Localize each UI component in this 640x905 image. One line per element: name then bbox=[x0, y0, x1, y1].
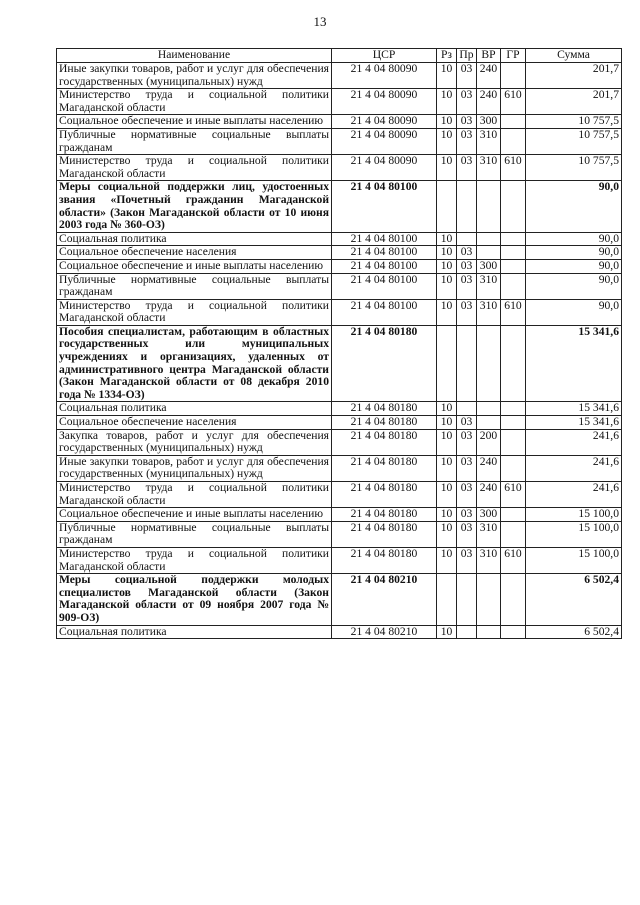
row-name: Иные закупки товаров, работ и услуг для обеспечения государственных (муниципальных) нужд bbox=[57, 455, 332, 481]
row-rz: 10 bbox=[437, 521, 457, 547]
row-sum: 241,6 bbox=[526, 482, 622, 508]
table-row bbox=[57, 429, 622, 455]
row-sum: 6 502,4 bbox=[526, 625, 622, 639]
row-name: Министерство труда и социальной политики Магаданской области bbox=[57, 482, 332, 508]
row-pr: 03 bbox=[457, 547, 477, 573]
row-gr: 610 bbox=[501, 299, 526, 325]
row-vr bbox=[477, 232, 501, 246]
row-pr bbox=[457, 232, 477, 246]
row-gr bbox=[501, 402, 526, 416]
row-csr: 21 4 04 80180 bbox=[332, 325, 437, 402]
row-vr bbox=[477, 416, 501, 430]
row-gr bbox=[501, 232, 526, 246]
row-sum: 10 757,5 bbox=[526, 155, 622, 181]
row-rz: 10 bbox=[437, 259, 457, 273]
header-vr: ВР bbox=[477, 49, 501, 63]
row-vr: 200 bbox=[477, 429, 501, 455]
row-name: Социальное обеспечение и иные выплаты населению bbox=[57, 508, 332, 522]
table-row bbox=[57, 455, 622, 481]
row-gr bbox=[501, 521, 526, 547]
row-rz bbox=[437, 574, 457, 625]
row-gr bbox=[501, 455, 526, 481]
table-row bbox=[57, 547, 622, 573]
row-gr bbox=[501, 115, 526, 129]
row-gr bbox=[501, 181, 526, 232]
row-csr: 21 4 04 80180 bbox=[332, 416, 437, 430]
row-pr: 03 bbox=[457, 89, 477, 115]
row-sum: 241,6 bbox=[526, 429, 622, 455]
row-vr: 240 bbox=[477, 63, 501, 89]
row-name: Социальная политика bbox=[57, 625, 332, 639]
row-csr: 21 4 04 80090 bbox=[332, 89, 437, 115]
row-rz: 10 bbox=[437, 89, 457, 115]
row-name: Социальное обеспечение и иные выплаты населению bbox=[57, 115, 332, 129]
header-name: Наименование bbox=[57, 49, 332, 63]
row-pr bbox=[457, 325, 477, 402]
row-csr: 21 4 04 80100 bbox=[332, 232, 437, 246]
row-pr bbox=[457, 574, 477, 625]
header-csr: ЦСР bbox=[332, 49, 437, 63]
row-csr: 21 4 04 80180 bbox=[332, 482, 437, 508]
table-row bbox=[57, 482, 622, 508]
row-vr: 310 bbox=[477, 155, 501, 181]
row-name: Министерство труда и социальной политики Магаданской области bbox=[57, 299, 332, 325]
row-sum: 15 100,0 bbox=[526, 547, 622, 573]
row-name: Социальное обеспечение населения bbox=[57, 246, 332, 260]
header-sum: Сумма bbox=[526, 49, 622, 63]
table-row bbox=[57, 232, 622, 246]
row-pr: 03 bbox=[457, 482, 477, 508]
row-csr: 21 4 04 80100 bbox=[332, 299, 437, 325]
row-csr: 21 4 04 80180 bbox=[332, 547, 437, 573]
row-csr: 21 4 04 80100 bbox=[332, 273, 437, 299]
row-name: Иные закупки товаров, работ и услуг для обеспечения государственных (муниципальных) нужд bbox=[57, 63, 332, 89]
row-rz: 10 bbox=[437, 455, 457, 481]
row-sum: 10 757,5 bbox=[526, 128, 622, 154]
row-rz: 10 bbox=[437, 155, 457, 181]
row-rz: 10 bbox=[437, 128, 457, 154]
row-csr: 21 4 04 80090 bbox=[332, 63, 437, 89]
row-sum: 15 100,0 bbox=[526, 508, 622, 522]
row-rz: 10 bbox=[437, 63, 457, 89]
table-header-row bbox=[57, 49, 622, 63]
table-row bbox=[57, 181, 622, 232]
row-gr: 610 bbox=[501, 482, 526, 508]
table-row bbox=[57, 325, 622, 402]
table-row bbox=[57, 402, 622, 416]
row-csr: 21 4 04 80210 bbox=[332, 574, 437, 625]
row-vr: 300 bbox=[477, 115, 501, 129]
row-rz: 10 bbox=[437, 402, 457, 416]
header-rz: Рз bbox=[437, 49, 457, 63]
row-name: Закупка товаров, работ и услуг для обеспечения государственных (муниципальных) нужд bbox=[57, 429, 332, 455]
row-name: Публичные нормативные социальные выплаты гражданам bbox=[57, 521, 332, 547]
row-rz: 10 bbox=[437, 273, 457, 299]
row-gr bbox=[501, 625, 526, 639]
row-sum: 90,0 bbox=[526, 273, 622, 299]
table-row bbox=[57, 574, 622, 625]
row-name: Публичные нормативные социальные выплаты гражданам bbox=[57, 273, 332, 299]
row-vr: 310 bbox=[477, 521, 501, 547]
table-row bbox=[57, 625, 622, 639]
row-gr bbox=[501, 259, 526, 273]
table-row bbox=[57, 508, 622, 522]
table-row bbox=[57, 259, 622, 273]
row-rz: 10 bbox=[437, 482, 457, 508]
table-row bbox=[57, 63, 622, 89]
table-row bbox=[57, 89, 622, 115]
row-rz: 10 bbox=[437, 508, 457, 522]
row-csr: 21 4 04 80180 bbox=[332, 402, 437, 416]
table-row bbox=[57, 521, 622, 547]
row-name: Пособия специалистам, работающим в областных государственных или муниципальных учреждениях и организациях, удаленных от административного центра Магаданской области (Закон Магаданской области от 08 декабря 2010 года № 1334-ОЗ) bbox=[57, 325, 332, 402]
row-vr: 310 bbox=[477, 273, 501, 299]
row-csr: 21 4 04 80100 bbox=[332, 259, 437, 273]
row-vr: 310 bbox=[477, 547, 501, 573]
row-pr: 03 bbox=[457, 455, 477, 481]
table-row bbox=[57, 155, 622, 181]
row-vr bbox=[477, 181, 501, 232]
row-vr bbox=[477, 246, 501, 260]
row-csr: 21 4 04 80210 bbox=[332, 625, 437, 639]
row-pr: 03 bbox=[457, 155, 477, 181]
row-rz: 10 bbox=[437, 299, 457, 325]
row-pr bbox=[457, 402, 477, 416]
table-row bbox=[57, 246, 622, 260]
header-gr: ГР bbox=[501, 49, 526, 63]
row-gr bbox=[501, 63, 526, 89]
table-row bbox=[57, 273, 622, 299]
row-sum: 15 100,0 bbox=[526, 521, 622, 547]
row-gr bbox=[501, 246, 526, 260]
row-sum: 241,6 bbox=[526, 455, 622, 481]
row-name: Публичные нормативные социальные выплаты гражданам bbox=[57, 128, 332, 154]
row-gr bbox=[501, 128, 526, 154]
row-pr: 03 bbox=[457, 246, 477, 260]
table-row bbox=[57, 128, 622, 154]
row-sum: 15 341,6 bbox=[526, 325, 622, 402]
row-gr: 610 bbox=[501, 155, 526, 181]
row-gr: 610 bbox=[501, 547, 526, 573]
table-row bbox=[57, 416, 622, 430]
row-csr: 21 4 04 80090 bbox=[332, 128, 437, 154]
row-pr: 03 bbox=[457, 521, 477, 547]
page-number: 13 bbox=[313, 14, 327, 29]
row-rz bbox=[437, 181, 457, 232]
row-vr bbox=[477, 325, 501, 402]
table-row bbox=[57, 115, 622, 129]
table-row bbox=[57, 299, 622, 325]
row-pr: 03 bbox=[457, 416, 477, 430]
row-gr bbox=[501, 325, 526, 402]
row-pr bbox=[457, 181, 477, 232]
header-pr: Пр bbox=[457, 49, 477, 63]
row-name: Министерство труда и социальной политики Магаданской области bbox=[57, 89, 332, 115]
row-vr: 240 bbox=[477, 482, 501, 508]
row-csr: 21 4 04 80090 bbox=[332, 155, 437, 181]
row-gr bbox=[501, 574, 526, 625]
row-vr: 310 bbox=[477, 128, 501, 154]
row-gr bbox=[501, 416, 526, 430]
row-sum: 10 757,5 bbox=[526, 115, 622, 129]
row-rz: 10 bbox=[437, 429, 457, 455]
row-name: Меры социальной поддержки молодых специалистов Магаданской области (Закон Магаданской области от 09 ноября 2007 года № 909-ОЗ) bbox=[57, 574, 332, 625]
row-csr: 21 4 04 80090 bbox=[332, 115, 437, 129]
row-vr bbox=[477, 625, 501, 639]
row-csr: 21 4 04 80100 bbox=[332, 246, 437, 260]
row-csr: 21 4 04 80180 bbox=[332, 508, 437, 522]
row-vr bbox=[477, 574, 501, 625]
row-sum: 90,0 bbox=[526, 299, 622, 325]
row-sum: 90,0 bbox=[526, 181, 622, 232]
row-rz: 10 bbox=[437, 246, 457, 260]
row-gr: 610 bbox=[501, 89, 526, 115]
row-csr: 21 4 04 80100 bbox=[332, 181, 437, 232]
row-vr: 240 bbox=[477, 89, 501, 115]
row-rz: 10 bbox=[437, 232, 457, 246]
row-sum: 90,0 bbox=[526, 246, 622, 260]
row-pr: 03 bbox=[457, 63, 477, 89]
row-sum: 90,0 bbox=[526, 232, 622, 246]
row-pr: 03 bbox=[457, 508, 477, 522]
row-sum: 15 341,6 bbox=[526, 416, 622, 430]
row-gr bbox=[501, 273, 526, 299]
row-rz: 10 bbox=[437, 547, 457, 573]
row-vr: 240 bbox=[477, 455, 501, 481]
row-sum: 90,0 bbox=[526, 259, 622, 273]
budget-table bbox=[56, 48, 622, 639]
table-body bbox=[57, 63, 622, 639]
row-pr: 03 bbox=[457, 273, 477, 299]
row-sum: 6 502,4 bbox=[526, 574, 622, 625]
row-pr: 03 bbox=[457, 299, 477, 325]
row-csr: 21 4 04 80180 bbox=[332, 455, 437, 481]
row-name: Социальная политика bbox=[57, 232, 332, 246]
row-vr bbox=[477, 402, 501, 416]
row-pr bbox=[457, 625, 477, 639]
row-rz: 10 bbox=[437, 416, 457, 430]
row-sum: 201,7 bbox=[526, 89, 622, 115]
row-name: Министерство труда и социальной политики Магаданской области bbox=[57, 547, 332, 573]
row-gr bbox=[501, 508, 526, 522]
row-name: Социальная политика bbox=[57, 402, 332, 416]
row-gr bbox=[501, 429, 526, 455]
row-pr: 03 bbox=[457, 115, 477, 129]
row-name: Министерство труда и социальной политики Магаданской области bbox=[57, 155, 332, 181]
row-rz bbox=[437, 325, 457, 402]
row-name: Социальное обеспечение и иные выплаты населению bbox=[57, 259, 332, 273]
row-pr: 03 bbox=[457, 128, 477, 154]
row-csr: 21 4 04 80180 bbox=[332, 429, 437, 455]
row-rz: 10 bbox=[437, 625, 457, 639]
row-csr: 21 4 04 80180 bbox=[332, 521, 437, 547]
row-name: Социальное обеспечение населения bbox=[57, 416, 332, 430]
row-sum: 15 341,6 bbox=[526, 402, 622, 416]
row-vr: 310 bbox=[477, 299, 501, 325]
row-name: Меры социальной поддержки лиц, удостоенных звания «Почетный гражданин Магаданской области» (Закон Магаданской области от 10 июня 2003 года № 360-ОЗ) bbox=[57, 181, 332, 232]
row-pr: 03 bbox=[457, 429, 477, 455]
row-vr: 300 bbox=[477, 508, 501, 522]
row-vr: 300 bbox=[477, 259, 501, 273]
row-rz: 10 bbox=[437, 115, 457, 129]
row-pr: 03 bbox=[457, 259, 477, 273]
row-sum: 201,7 bbox=[526, 63, 622, 89]
